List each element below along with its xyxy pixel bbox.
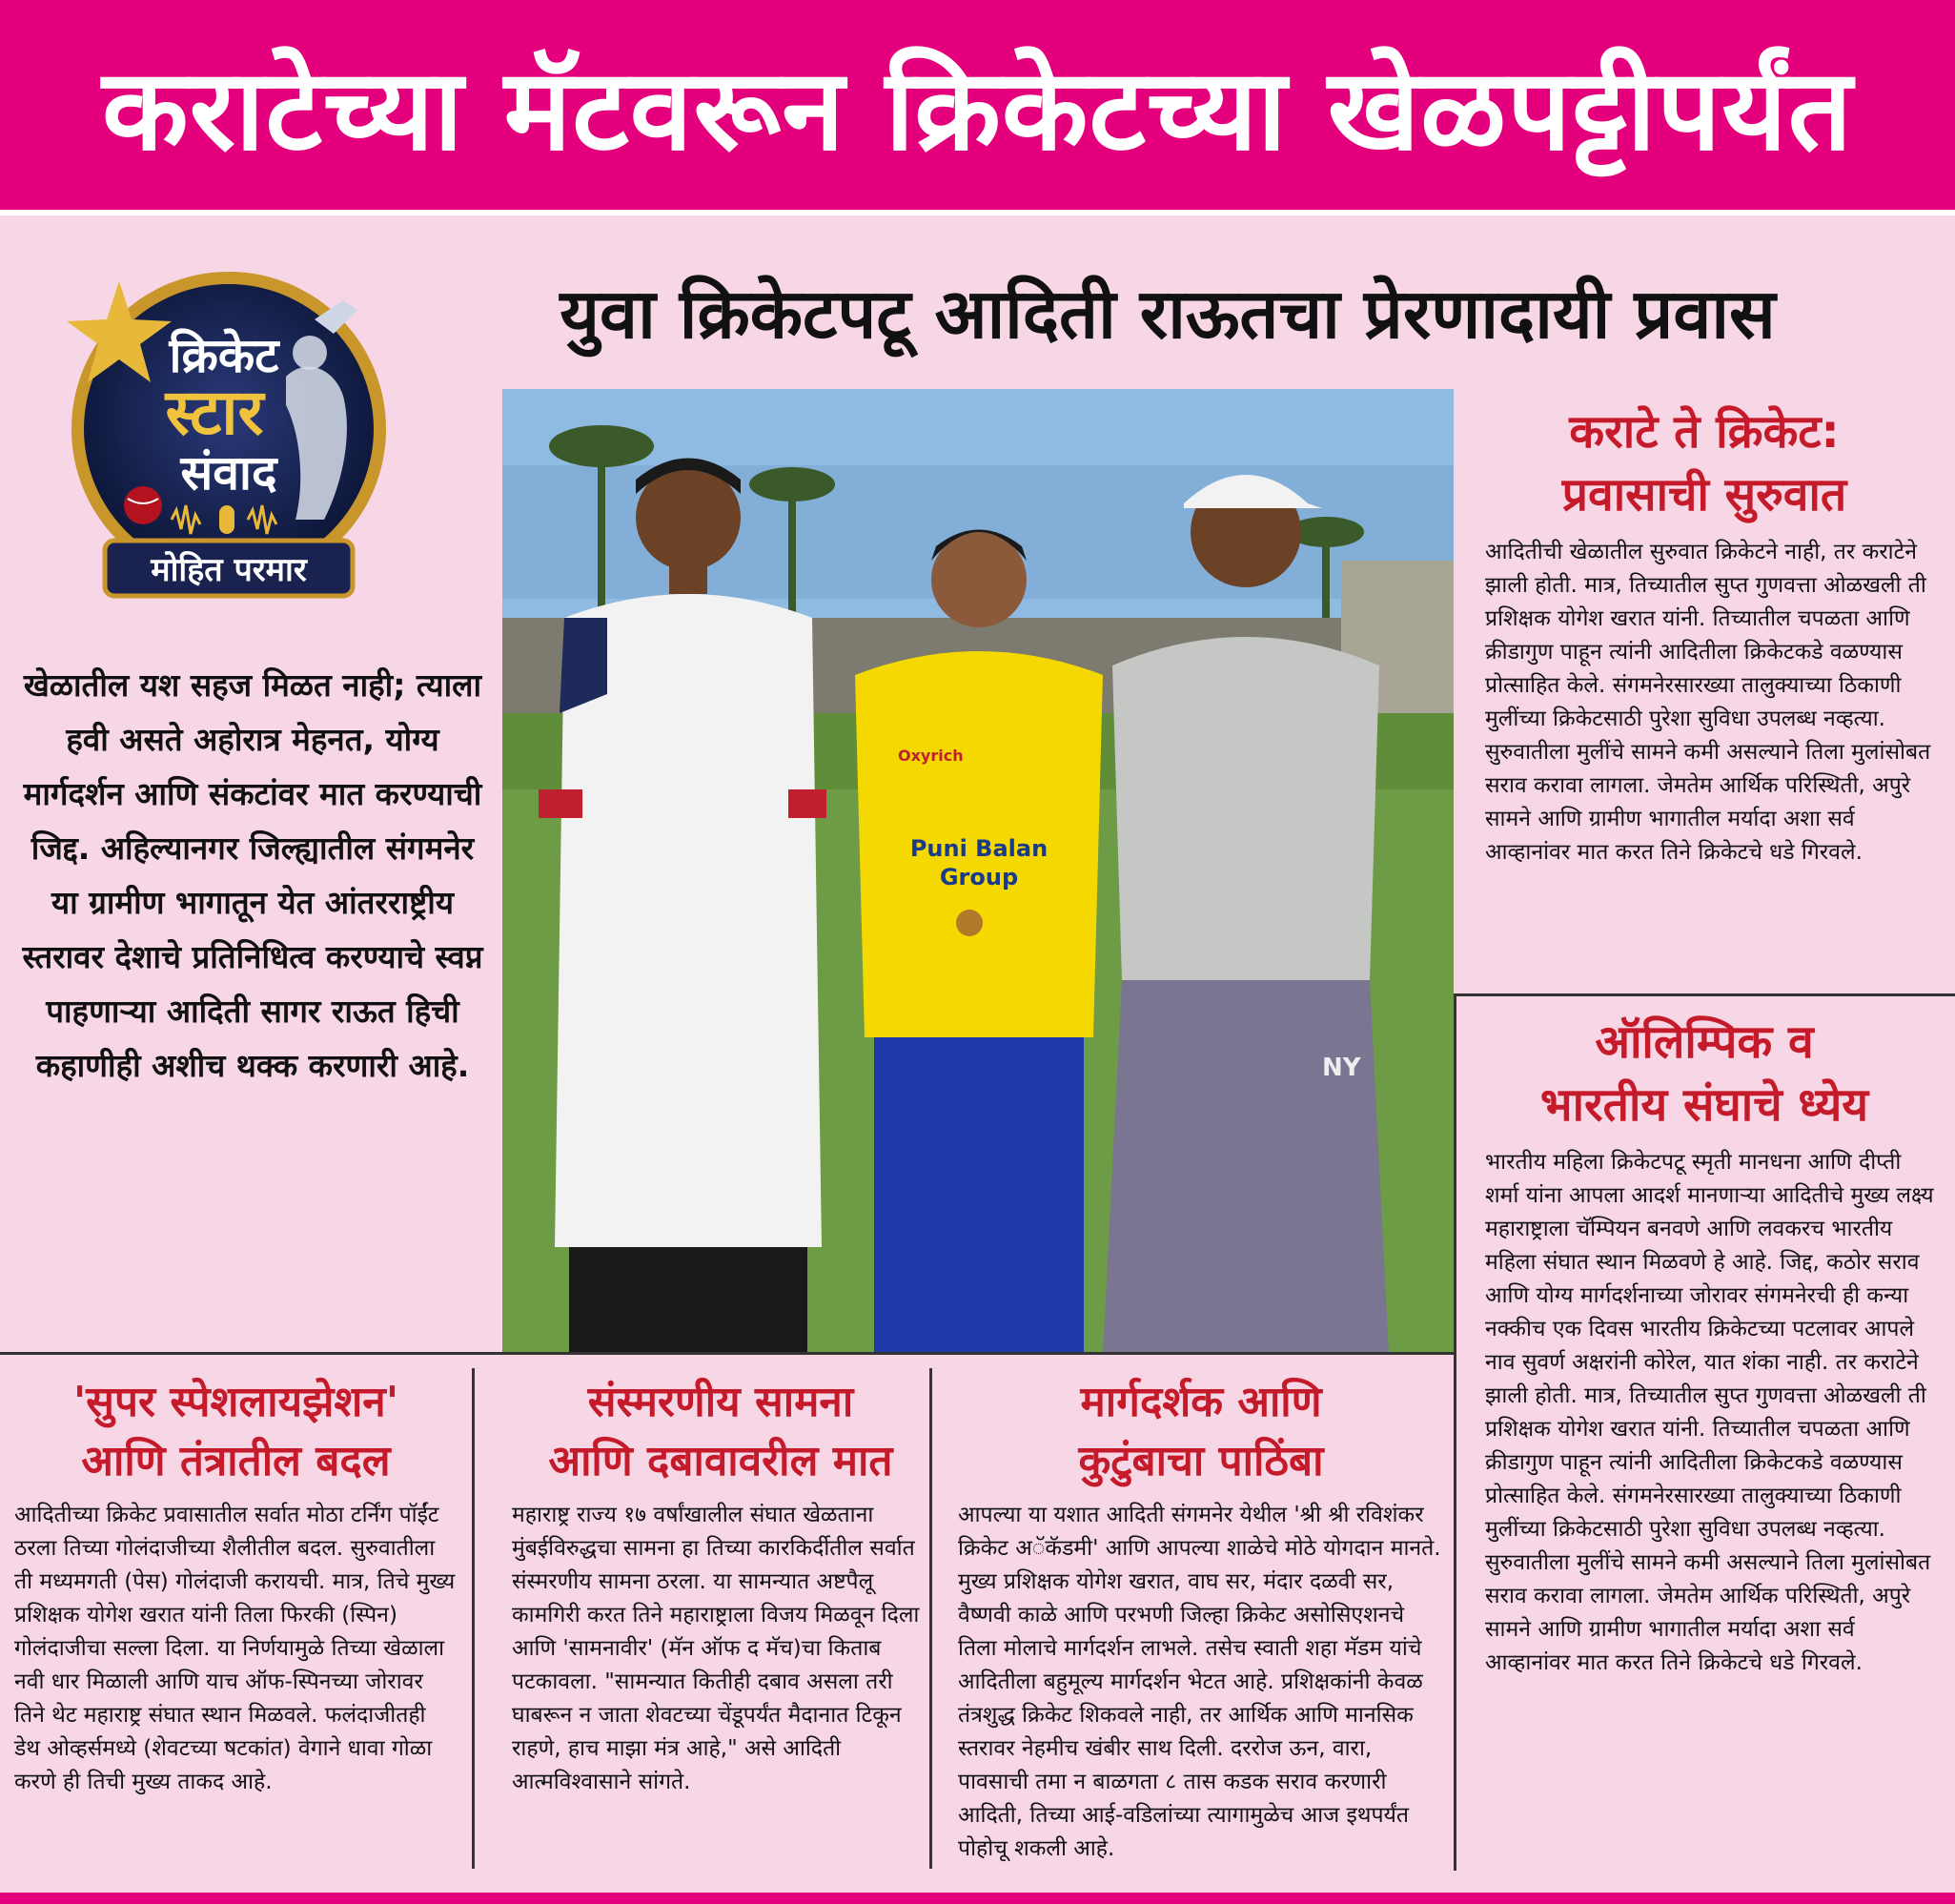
banner (0, 0, 1955, 215)
section-guide-text: आपल्या या यशात आदिती संगमनेर येथील 'श्री श्री रविशंकर क्रिकेट अॅकॅडमी' आणि आपल्या शाळेचे मोठे योगदान मानते. मुख्य प्रशिक्षक योगेश खरात, वाघ सर, मंदार दळवी सर, वैष्णवी काळे आणि परभणी जिल्हा क्रिकेट असोसिएशनचे तिला मोलाचे मार्गदर्शन लाभले. तसेच स्वाती शहा मॅडम यांचे आदितीला बहुमूल्य मार्गदर्शन भेटत आहे. प्रशिक्षकांनी केवळ तंत्रशुद्ध क्रिकेट शिकवले नाही, तर आर्थिक आणि मानसिक स्तरावर नेहमीच खंबीर साथ दिली. दररोज ऊन, वारा, पावसाची तमा न बाळगता ८ तास कडक सराव करणारी आदिती, तिच्या आई-वडिलांच्या त्यागामुळेच आज इथपर्यंत पोहोचू शकली आहे. (958, 1503, 1441, 1861)
divider-right (1454, 993, 1955, 996)
banner-title: कराटेच्या मॅटवरून क्रिकेटच्या खेळपट्टीपर्यंत (102, 43, 1853, 175)
divider-vertical-right (1454, 993, 1456, 1871)
section-karate-heading-line1: कराटे ते क्रिकेट: (1569, 405, 1840, 459)
logo-line3: संवाद (180, 445, 277, 501)
logo-line2: स्टार (165, 376, 264, 449)
logo-name: मोहित परमार (151, 551, 307, 589)
section-super-heading (14, 1373, 458, 1491)
section-memorable-heading (512, 1373, 929, 1491)
section-olympic-text: भारतीय महिला क्रिकेटपटू स्मृती मानधना आणि दीप्ती शर्मा यांना आपला आदर्श मानणाऱ्या आदितीचे मुख्य लक्ष्य महाराष्ट्राला चॅम्पियन बनवणे आणि लवकरच भारतीय महिला संघात स्थान मिळवणे हे आहे. जिद्द, कठोर सराव आणि योग्य मार्गदर्शनाच्या जोरावर संगमनेरची ही कन्या नक्कीच एक दिवस भारतीय क्रिकेटच्या पटलावर आपले नाव सुवर्ण अक्षरांनी कोरेल, यात शंका नाही. तर कराटेने झाली होती. मात्र, तिच्यातील सुप्त गुणवत्ता ओळखली ती प्रशिक्षक योगेश खरात यांनी. तिच्यातील चपळता आणि क्रीडागुण पाहून त्यांनी आदितीला क्रिकेटकडे वळण्यास प्रोत्साहित केले. संगमनेरसारख्या तालुक्याच्या ठिकाणी मुलींच्या क्रिकेटसाठी पुरेशा सुविधा उपलब्ध नव्हत्या. सुरुवातीला मुलींचे सामने कमी असल्याने तिला मुलांसोबत सराव करावा लागला. जेमतेम आर्थिक परिस्थिती, अपुरे सामने आणि ग्रामीण भागातील मर्यादा अशा सर्व आव्हानांवर मात करत तिने क्रिकेटचे धडे गिरवले. (1485, 1150, 1934, 1675)
logo-emblem (29, 262, 429, 624)
pants-text: NY (1322, 1054, 1361, 1082)
section-super-text: आदितीच्या क्रिकेट प्रवासातील सर्वात मोठा टर्निंग पॉईंट ठरला तिच्या गोलंदाजीच्या शैलीतील बदल. सुरुवातीला ती मध्यमगती (पेस) गोलंदाजी करायची. मात्र, तिचे मुख्य प्रशिक्षक योगेश खरात यांनी तिला फिरकी (स्पिन) गोलंदाजीचा सल्ला दिला. या निर्णयामुळे तिच्या खेळाला नवी धार मिळाली आणि याच ऑफ-स्पिनच्या जोरावर तिने थेट महाराष्ट्र संघात स्थान मिळवले. फलंदाजीतही डेथ ओव्हर्समध्ये (शेवटच्या षटकांत) वेगाने धावा गोळा करणे ही तिची मुख्य ताकद आहे. (14, 1503, 456, 1794)
medal-icon (956, 910, 983, 936)
section-karate-heading (1468, 400, 1941, 526)
divider-vertical-2 (929, 1368, 932, 1869)
section-guide-heading-line2: कुटुंबाचा पाठिंबा (1078, 1437, 1324, 1485)
section-karate-text: आदितीची खेळातील सुरुवात क्रिकेटने नाही, तर कराटेने झाली होती. मात्र, तिच्यातील सुप्त गुणवत्ता ओळखली ती प्रशिक्षक योगेश खरात यांनी. तिच्यातील चपळता आणि क्रीडागुण पाहून त्यांनी आदितीला क्रिकेटकडे वळण्यास प्रोत्साहित केले. संगमनेरसारख्या तालुक्याच्या ठिकाणी मुलींच्या क्रिकेटसाठी पुरेशा सुविधा उपलब्ध नव्हत्या. सुरुवातीला मुलींचे सामने कमी असल्याने तिला मुलांसोबत सराव करावा लागला. जेमतेम आर्थिक परिस्थिती, अपुरे सामने आणि ग्रामीण भागातील मर्यादा अशा सर्व आव्हानांवर मात करत तिने क्रिकेटचे धडे गिरवले. (1485, 540, 1931, 865)
section-super-heading-line1: 'सुपर स्पेशलायझेशन' (72, 1378, 399, 1426)
section-guide (939, 1373, 1444, 1869)
footer-bar (0, 1893, 1955, 1904)
cricket-star-samvad-logo (29, 262, 429, 624)
section-memorable-heading-line1: संस्मरणीय सामना (587, 1378, 854, 1426)
section-karate (1468, 400, 1941, 870)
section-memorable (491, 1373, 929, 1869)
section-olympic-heading (1468, 1011, 1941, 1136)
section-olympic-heading-line1: ऑलिम्पिक व (1595, 1015, 1814, 1069)
article-photo (502, 389, 1454, 1354)
sponsor-text: Oxyrich (898, 747, 964, 765)
divider-vertical-1 (472, 1368, 475, 1869)
microphone-icon (219, 505, 234, 534)
jersey-text-1: Puni Balan (909, 835, 1049, 862)
article-subtitle: युवा क्रिकेटपटू आदिती राऊतचा प्रेरणादायी प्रवास (560, 274, 1776, 354)
section-karate-heading-line2: प्रवासाची सुरुवात (1561, 468, 1847, 522)
section-olympic-heading-line2: भारतीय संघाचे ध्येय (1539, 1078, 1869, 1132)
section-super (14, 1373, 458, 1869)
cricket-ball-icon (124, 486, 162, 524)
section-super-heading-line2: आणि तंत्रातील बदल (81, 1437, 391, 1485)
jersey-text-2: Group (939, 864, 1019, 891)
section-memorable-heading-line2: आणि दबावावरील मात (548, 1437, 893, 1485)
section-guide-heading-line1: मार्गदर्शक आणि (1080, 1378, 1322, 1426)
section-memorable-text: महाराष्ट्र राज्य १७ वर्षांखालील संघात खेळताना मुंबईविरुद्धचा सामना हा तिच्या कारकिर्दीतील सर्वात संस्मरणीय सामना ठरला. या सामन्यात अष्टपैलू कामगिरी करत तिने महाराष्ट्राला विजय मिळवून दिला आणि 'सामनावीर' (मॅन ऑफ द मॅच)चा किताब पटकावला. "सामन्यात कितीही दबाव असला तरी घाबरून न जाता शेवटच्या चेंडूपर्यंत मैदानात टिकून राहणे, हाच माझा मंत्र आहे," असे आदिती आत्मविश्वासाने सांगते. (512, 1503, 920, 1794)
section-guide-heading (958, 1373, 1444, 1491)
divider-bottom (0, 1352, 1454, 1355)
logo-line1: क्रिकेट (169, 328, 279, 383)
section-olympic (1468, 1011, 1941, 1680)
intro-paragraph: खेळातील यश सहज मिळत नाही; त्याला हवी असते अहोरात्र मेहनत, योग्य मार्गदर्शन आणि संकटांवर मात करण्याची जिद्द. अहिल्यानगर जिल्ह्यातील संगमनेर या ग्रामीण भागातून येत आंतरराष्ट्रीय स्तरावर देशाचे प्रतिनिधित्व करण्याचे स्वप्न पाहणाऱ्या आदिती सागर राऊत हिची कहाणीही अशीच थक्क करणारी आहे. (22, 666, 483, 1084)
photo-illustration (502, 389, 1454, 1354)
